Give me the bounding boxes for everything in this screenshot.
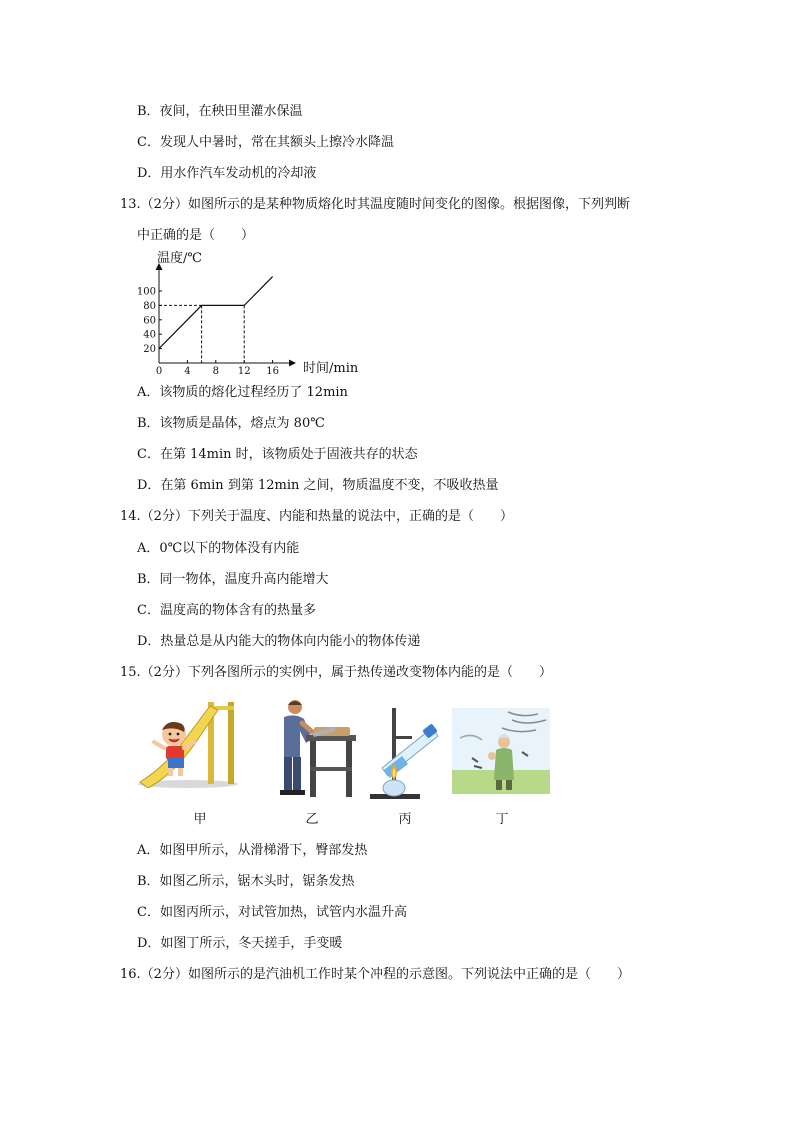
q13-option-c: C．在第 14min 时，该物质处于固液共存的状态 [137, 447, 418, 462]
x-axis-label: 时间/min [303, 361, 359, 376]
q15-option-d: D．如图丁所示，冬天搓手，手变暖 [137, 936, 343, 951]
q13-stem-cont: 中正确的是（ ） [137, 228, 255, 243]
y-tick-label: 20 [143, 344, 156, 356]
picture-label-yi: 乙 [305, 812, 319, 827]
test-tube-heating-illustration [368, 706, 442, 800]
melting-chart [135, 250, 385, 378]
q13-option-a: A．该物质的熔化过程经历了 12min [137, 385, 348, 400]
x-tick-label: 16 [266, 366, 279, 377]
y-axis-label: 温度/℃ [157, 251, 202, 266]
q16-stem: 16.（2分）如图所示的是汽油机工作时某个冲程的示意图。下列说法中正确的是（ ） [120, 967, 630, 982]
q13-option-b: B．该物质是晶体，熔点为 80℃ [137, 416, 325, 431]
q15-option-a: A．如图甲所示，从滑梯滑下，臀部发热 [137, 843, 368, 858]
q15-stem: 15.（2分）下列各图所示的实例中，属于热传递改变物体内能的是（ ） [120, 665, 552, 680]
q13-stem: 13.（2分）如图所示的是某种物质熔化时其温度随时间变化的图像。根据图像，下列判断 [120, 197, 630, 212]
q14-option-c: C．温度高的物体含有的热量多 [137, 603, 316, 618]
q12-option-c: C．发现人中暑时，常在其额头上擦冷水降温 [137, 135, 394, 150]
q14-stem: 14.（2分）下列关于温度、内能和热量的说法中，正确的是（ ） [120, 509, 513, 524]
y-tick-label: 80 [143, 300, 156, 312]
slide-child-illustration [138, 696, 240, 788]
y-tick-label: 60 [143, 315, 156, 327]
q14-option-d: D．热量总是从内能大的物体向内能小的物体传递 [137, 634, 421, 649]
x-tick-label: 12 [237, 366, 251, 377]
q13-option-d: D．在第 6min 到第 12min 之间，物质温度不变，不吸收热量 [137, 478, 499, 493]
q12-option-b: B．夜间，在秧田里灌水保温 [137, 104, 303, 119]
picture-label-ding: 丁 [495, 812, 509, 827]
q15-option-c: C．如图丙所示，对试管加热，试管内水温升高 [137, 905, 407, 920]
sawing-man-illustration [262, 697, 358, 799]
winter-hands-illustration [452, 708, 550, 794]
temperature-line [159, 277, 273, 349]
q12-option-d: D．用水作汽车发动机的冷却液 [137, 166, 317, 181]
x-tick-label: 4 [184, 366, 191, 377]
x-tick-label: 0 [155, 366, 163, 377]
q14-option-b: B．同一物体，温度升高内能增大 [137, 572, 329, 587]
q14-option-a: A．0℃以下的物体没有内能 [137, 541, 300, 556]
x-tick-label: 8 [212, 366, 219, 377]
y-tick-label: 100 [136, 286, 156, 298]
picture-label-jia: 甲 [193, 812, 207, 827]
picture-label-bing: 丙 [398, 812, 412, 827]
y-tick-label: 40 [143, 329, 156, 341]
q15-option-b: B．如图乙所示，锯木头时，锯条发热 [137, 874, 355, 889]
